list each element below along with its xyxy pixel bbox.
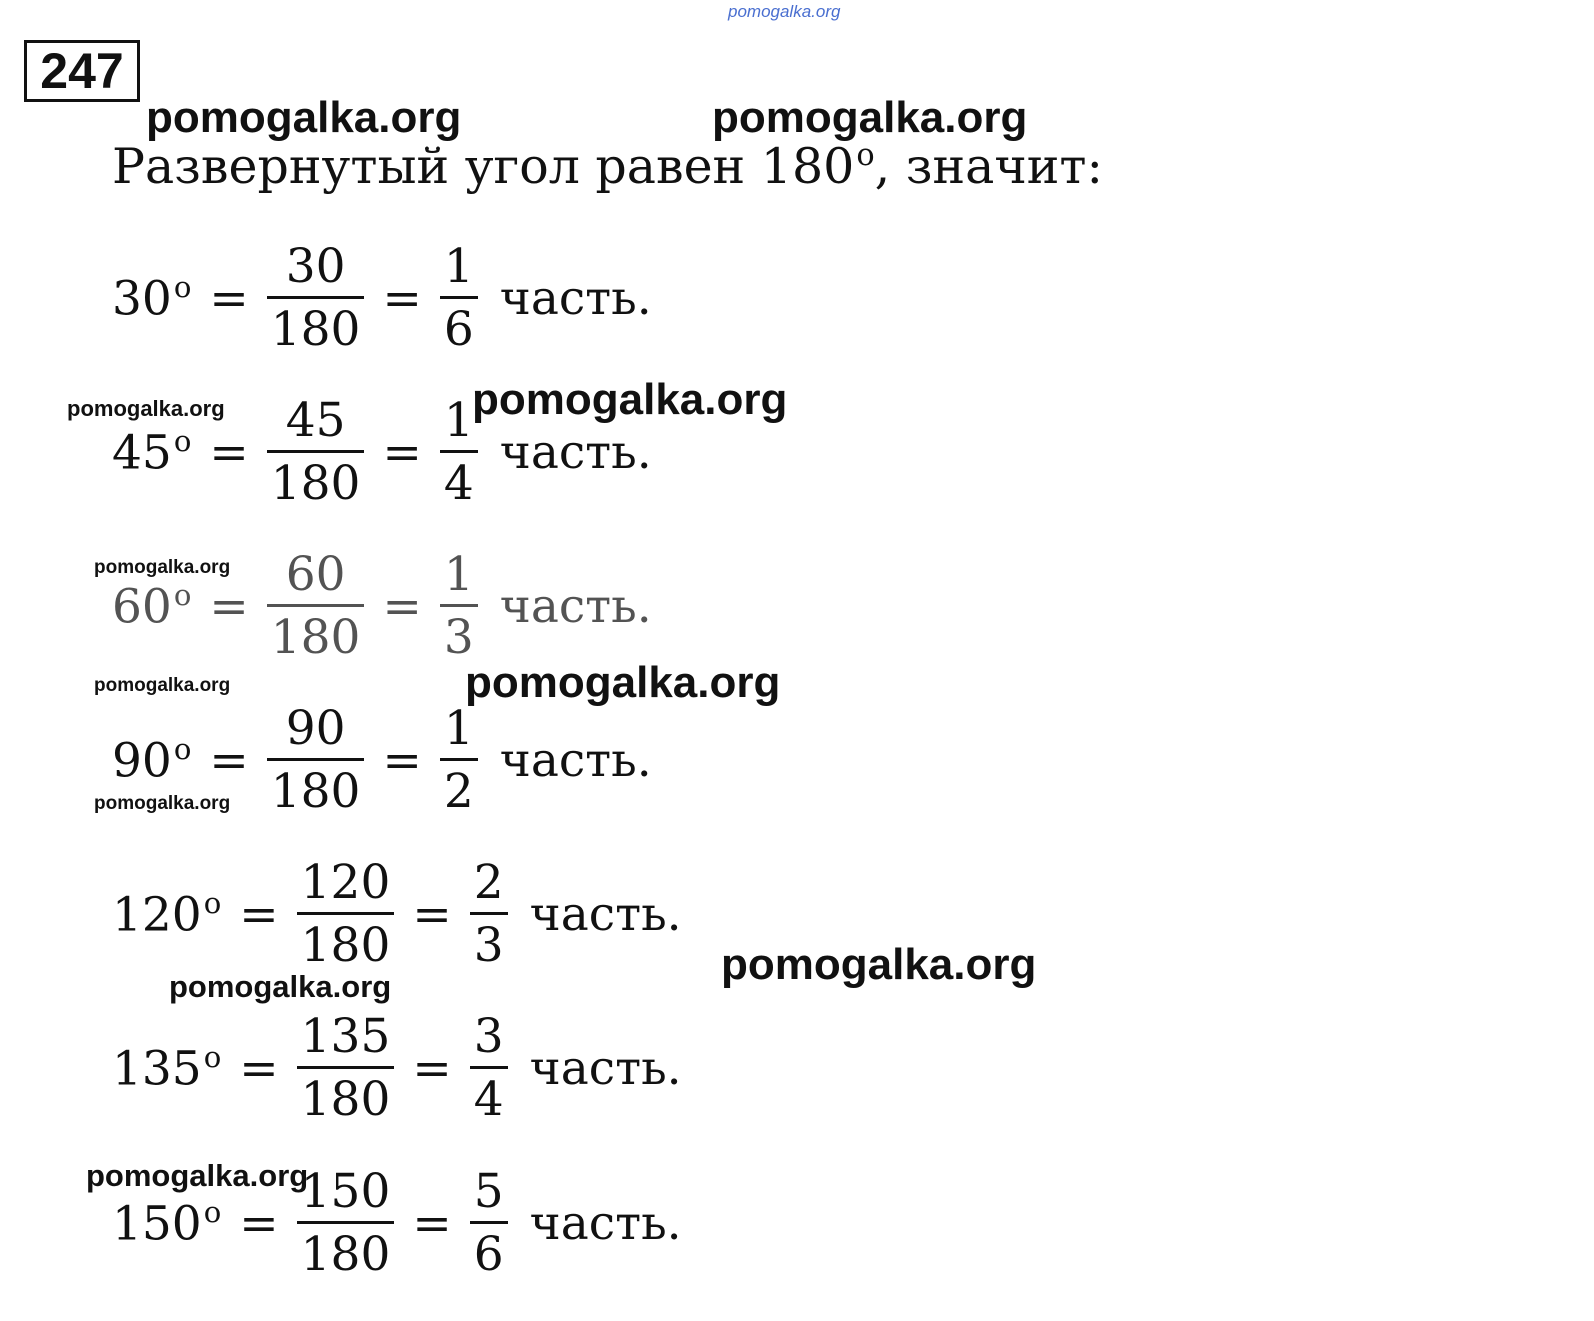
- equals-sign: =: [209, 578, 249, 634]
- denominator: 180: [270, 609, 361, 665]
- fraction-bar: [470, 1221, 508, 1224]
- numerator: 30: [285, 239, 346, 295]
- watermark: pomogalka.org: [67, 396, 225, 421]
- equation-30: [112, 233, 652, 363]
- equals-sign: =: [209, 424, 249, 480]
- numerator: 1: [443, 239, 474, 295]
- fraction-part: [470, 1009, 508, 1127]
- numerator: 120: [300, 855, 391, 911]
- fraction-degrees: [297, 1009, 395, 1127]
- angle-value: 150$^o$: [112, 1194, 222, 1252]
- numerator: 150: [300, 1164, 391, 1220]
- equals-sign: =: [382, 578, 422, 634]
- equation-120: [112, 849, 682, 979]
- denominator: 180: [300, 917, 391, 973]
- equals-sign: =: [239, 886, 279, 942]
- denominator: 6: [473, 1226, 504, 1282]
- degree-sign: o: [173, 577, 192, 612]
- angle-value: 135$^o$: [112, 1039, 222, 1097]
- part-word: часть.: [529, 1040, 682, 1096]
- fraction-degrees: [297, 1164, 395, 1282]
- fraction-degrees: [267, 547, 365, 665]
- equals-sign: =: [412, 1040, 452, 1096]
- fraction-bar: [440, 758, 478, 761]
- fraction-part: [470, 855, 508, 973]
- degree-sign: o: [173, 269, 192, 304]
- denominator: 4: [443, 455, 474, 511]
- numerator: 135: [300, 1009, 391, 1065]
- watermark: pomogalka.org: [94, 793, 231, 814]
- equals-sign: =: [412, 886, 452, 942]
- fraction-part: [470, 1164, 508, 1282]
- denominator: 3: [473, 917, 504, 973]
- denominator: 3: [443, 609, 474, 665]
- part-word: часть.: [529, 1195, 682, 1251]
- watermark: pomogalka.org: [86, 1158, 309, 1193]
- angle-value: 45$^o$: [112, 423, 192, 481]
- degree-sign: o: [173, 731, 192, 766]
- fraction-bar: [470, 912, 508, 915]
- equals-sign: =: [382, 424, 422, 480]
- fraction-bar: [440, 450, 478, 453]
- fraction-bar: [440, 296, 478, 299]
- watermark: pomogalka.org: [721, 940, 1037, 989]
- part-word: часть.: [529, 886, 682, 942]
- numerator: 2: [473, 855, 504, 911]
- numerator: 1: [443, 547, 474, 603]
- problem-number-box: [24, 40, 140, 102]
- angle-value: 30$^o$: [112, 269, 192, 327]
- part-word: часть.: [499, 270, 652, 326]
- part-word: часть.: [499, 424, 652, 480]
- problem-number: 247: [40, 43, 124, 99]
- intro-text-end: , значит:: [874, 138, 1104, 196]
- watermark: pomogalka.org: [465, 658, 781, 707]
- fraction-bar: [267, 604, 365, 607]
- numerator: 1: [443, 393, 474, 449]
- degree-sign: o: [173, 423, 192, 458]
- denominator: 4: [473, 1071, 504, 1127]
- numerator: 45: [285, 393, 346, 449]
- denominator: 180: [300, 1071, 391, 1127]
- fraction-bar: [297, 912, 395, 915]
- numerator: 5: [473, 1164, 504, 1220]
- fraction-part: [440, 701, 478, 819]
- denominator: 180: [270, 455, 361, 511]
- fraction-bar: [267, 296, 365, 299]
- fraction-part: [440, 239, 478, 357]
- watermark: pomogalka.org: [94, 675, 231, 696]
- degree-sign: o: [203, 885, 222, 920]
- fraction-bar: [267, 450, 365, 453]
- intro-text: Развернутый угол равен 180: [112, 138, 855, 196]
- numerator: 3: [473, 1009, 504, 1065]
- watermark: pomogalka.org: [712, 93, 1028, 142]
- degree-sign: o: [856, 138, 875, 173]
- fraction-degrees: [297, 855, 395, 973]
- denominator: 2: [443, 763, 474, 819]
- equals-sign: =: [239, 1195, 279, 1251]
- fraction-bar: [440, 604, 478, 607]
- denominator: 180: [270, 763, 361, 819]
- watermark: pomogalka.org: [146, 93, 462, 142]
- fraction-bar: [297, 1066, 395, 1069]
- equals-sign: =: [382, 270, 422, 326]
- equals-sign: =: [412, 1195, 452, 1251]
- fraction-part: [440, 547, 478, 665]
- angle-value: 60$^o$: [112, 577, 192, 635]
- part-word: часть.: [499, 578, 652, 634]
- degree-sign: o: [203, 1194, 222, 1229]
- fraction-degrees: [267, 393, 365, 511]
- denominator: 180: [270, 301, 361, 357]
- numerator: 90: [285, 701, 346, 757]
- watermark: pomogalka.org: [472, 375, 788, 424]
- numerator: 60: [285, 547, 346, 603]
- fraction-bar: [470, 1066, 508, 1069]
- equals-sign: =: [209, 270, 249, 326]
- watermark: pomogalka.org: [169, 969, 392, 1004]
- numerator: 1: [443, 701, 474, 757]
- fraction-bar: [297, 1221, 395, 1224]
- fraction-degrees: [267, 239, 365, 357]
- watermark: pomogalka.org: [94, 557, 231, 578]
- denominator: 180: [300, 1226, 391, 1282]
- degree-sign: o: [203, 1039, 222, 1074]
- equals-sign: =: [239, 1040, 279, 1096]
- part-word: часть.: [499, 732, 652, 788]
- fraction-degrees: [267, 701, 365, 819]
- angle-value: 120$^o$: [112, 885, 222, 943]
- equation-135: [112, 1003, 682, 1133]
- angle-value: 90$^o$: [112, 731, 192, 789]
- fraction-bar: [267, 758, 365, 761]
- equals-sign: =: [209, 732, 249, 788]
- equals-sign: =: [382, 732, 422, 788]
- denominator: 6: [443, 301, 474, 357]
- watermark-top: pomogalka.org: [728, 2, 841, 21]
- intro-sentence: [112, 138, 1103, 197]
